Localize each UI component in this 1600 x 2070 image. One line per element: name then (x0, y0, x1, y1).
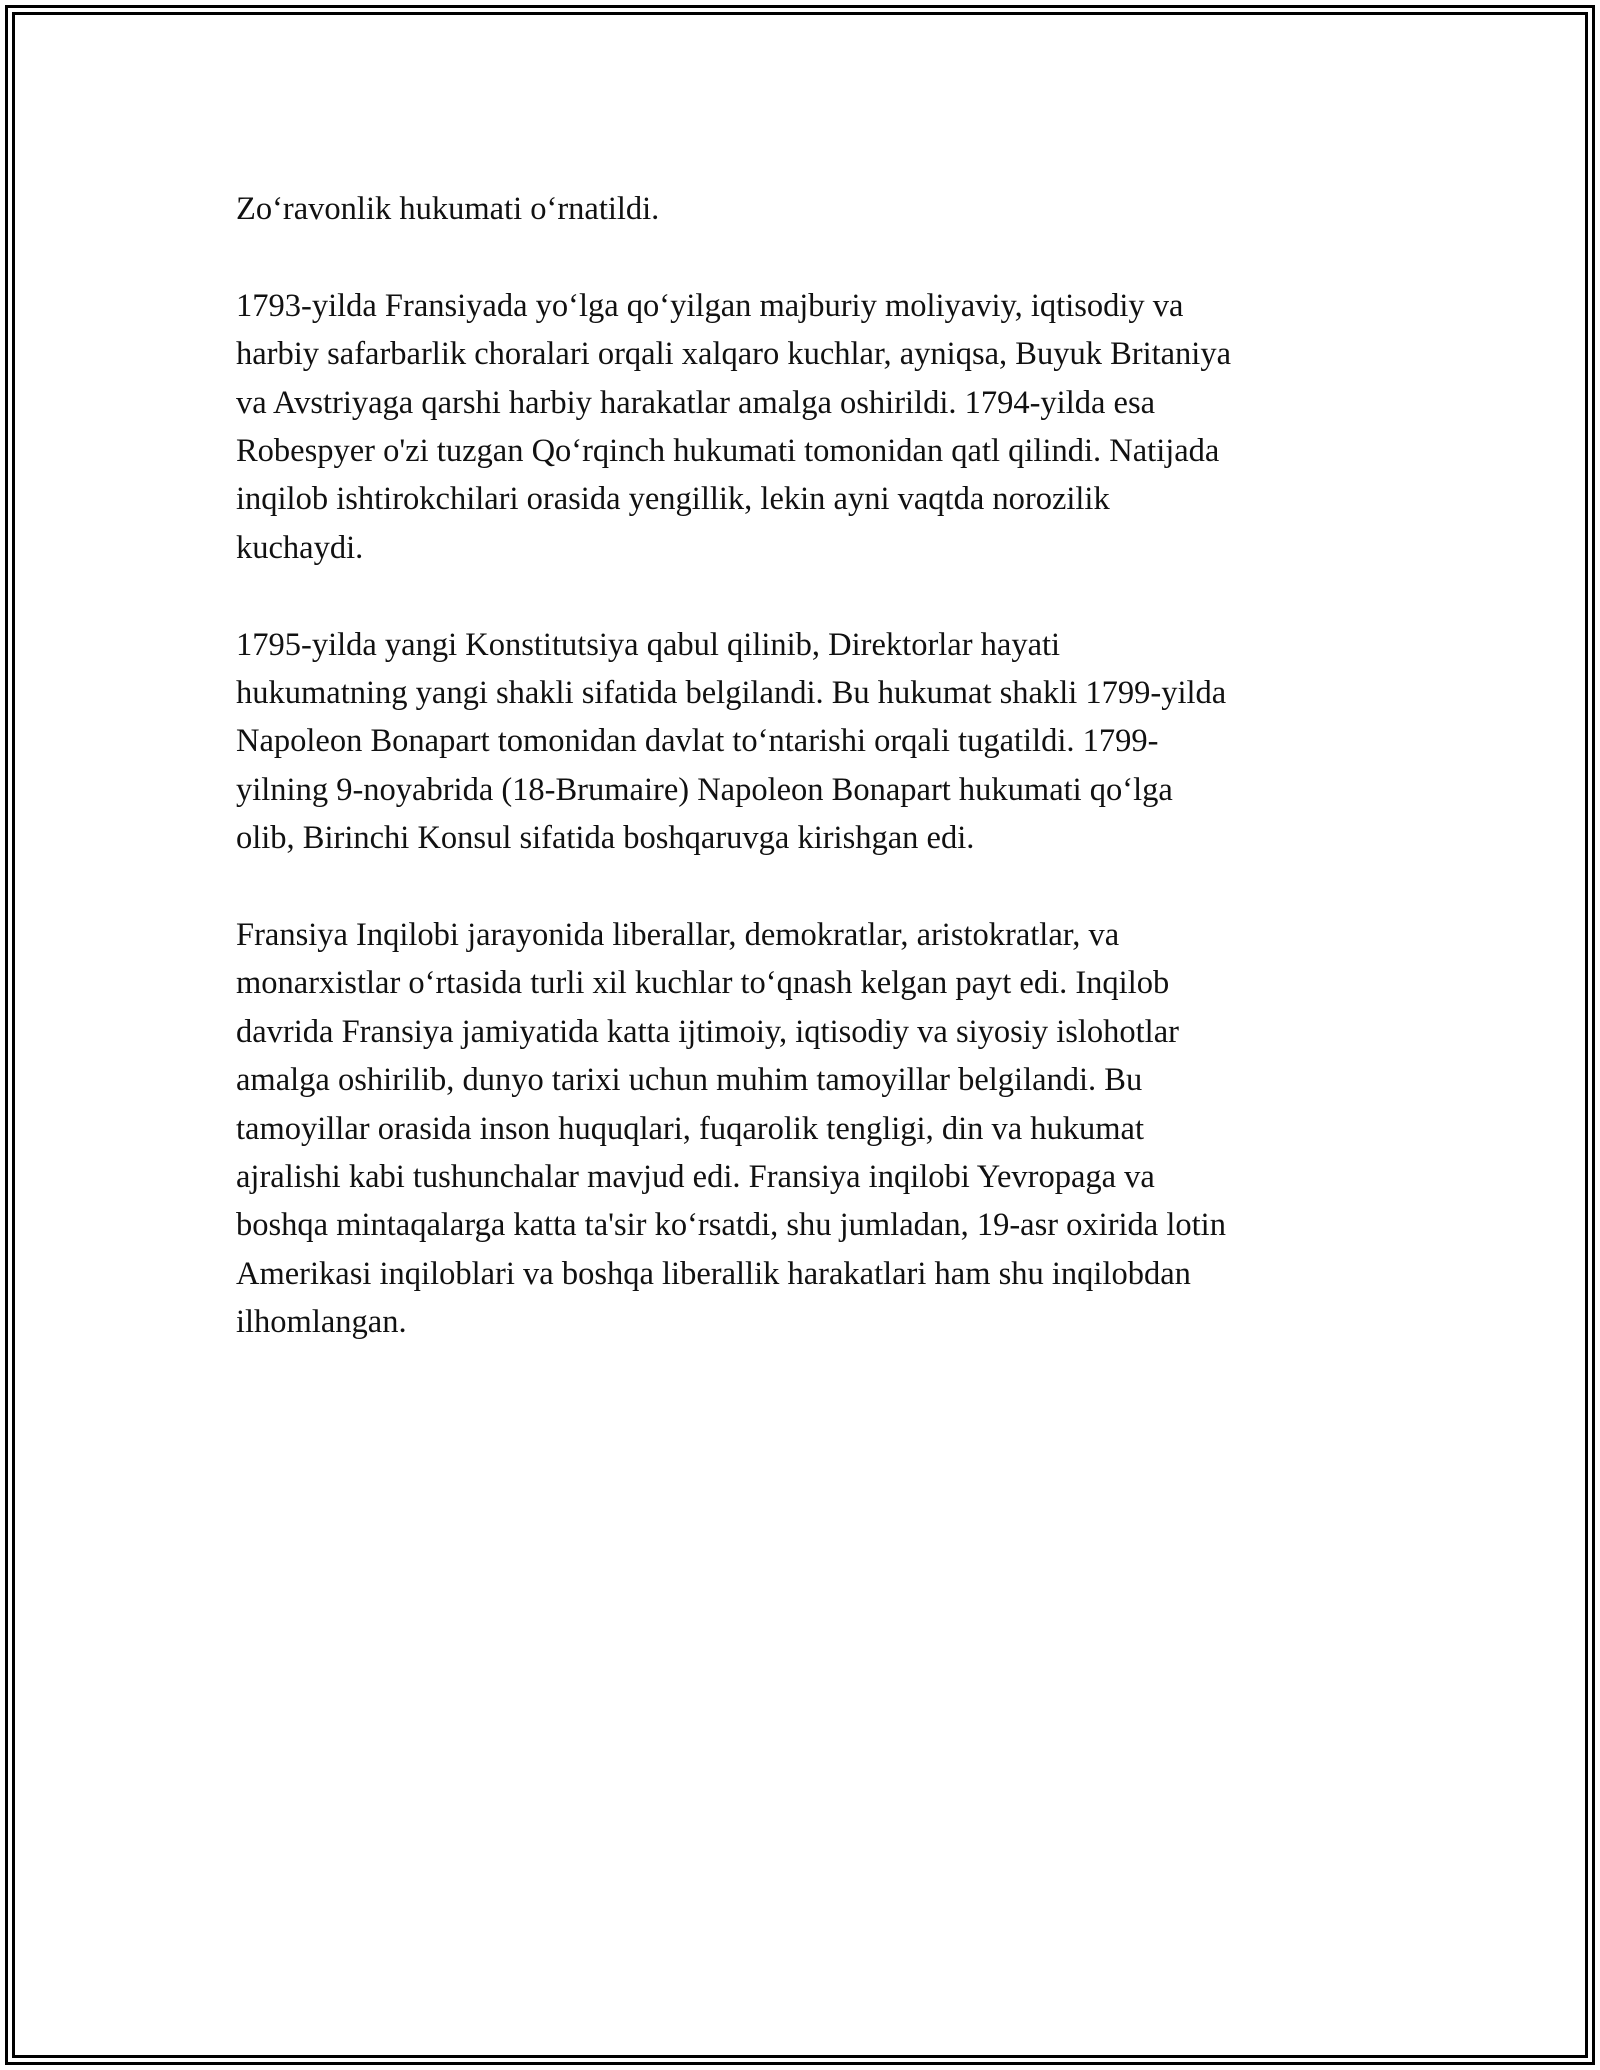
document-heading: Zoʻravonlik hukumati oʻrnatildi. (236, 191, 660, 227)
paragraph-1: 1793-yilda Fransiyada yoʻlga qoʻyilgan majburiy moliyaviy, iqtisodiy va harbiy safarbarlik choralari orqali xalqaro kuchlar, ayniqsa, Buyuk Britaniya va Avstriyaga qarshi harbiy harakatlar amalga oshirildi. 1794-yilda esa Robespyer o'zi tuzgan Qoʻrqinch hukumati tomonidan qatl qilindi. Natijada inqilob ishtirokchilari orasida yengillik, lekin ayni vaqtda norozilik kuchaydi. (236, 287, 1232, 566)
paragraph-3: Fransiya Inqilobi jarayonida liberallar, demokratlar, aristokratlar, va monarxistlar oʻrtasida turli xil kuchlar toʻqnash kelgan payt edi. Inqilob davrida Fransiya jamiyatida katta ijtimoiy, iqtisodiy va siyosiy islohotlar amalga oshirilib, dunyo tarixi uchun muhim tamoyillar belgilandi. Bu tamoyillar orasida inson huquqlari, fuqarolik tengligi, din va hukumat ajralishi kabi tushunchalar mavjud edi. Fransiya inqilobi Yevropaga va boshqa mintaqalarga katta ta'sir koʻrsatdi, shu jumladan, 19-asr oxirida lotin Amerikasi inqiloblari va boshqa liberallik harakatlari ham shu inqilobdan ilhomlangan. (236, 917, 1226, 1341)
paragraph-2: 1795-yilda yangi Konstitutsiya qabul qilinib, Direktorlar hayati hukumatning yangi shakli sifatida belgilandi. Bu hukumat shakli 1799-yilda Napoleon Bonapart tomonidan davlat toʻntarishi orqali tugatildi. 1799- yilning 9-noyabrida (18-Brumaire) Napoleon Bonapart hukumati qoʻlga olib, Birinchi Konsul sifatida boshqaruvga kirishgan edi. (236, 626, 1227, 857)
document-body (236, 185, 1366, 1395)
